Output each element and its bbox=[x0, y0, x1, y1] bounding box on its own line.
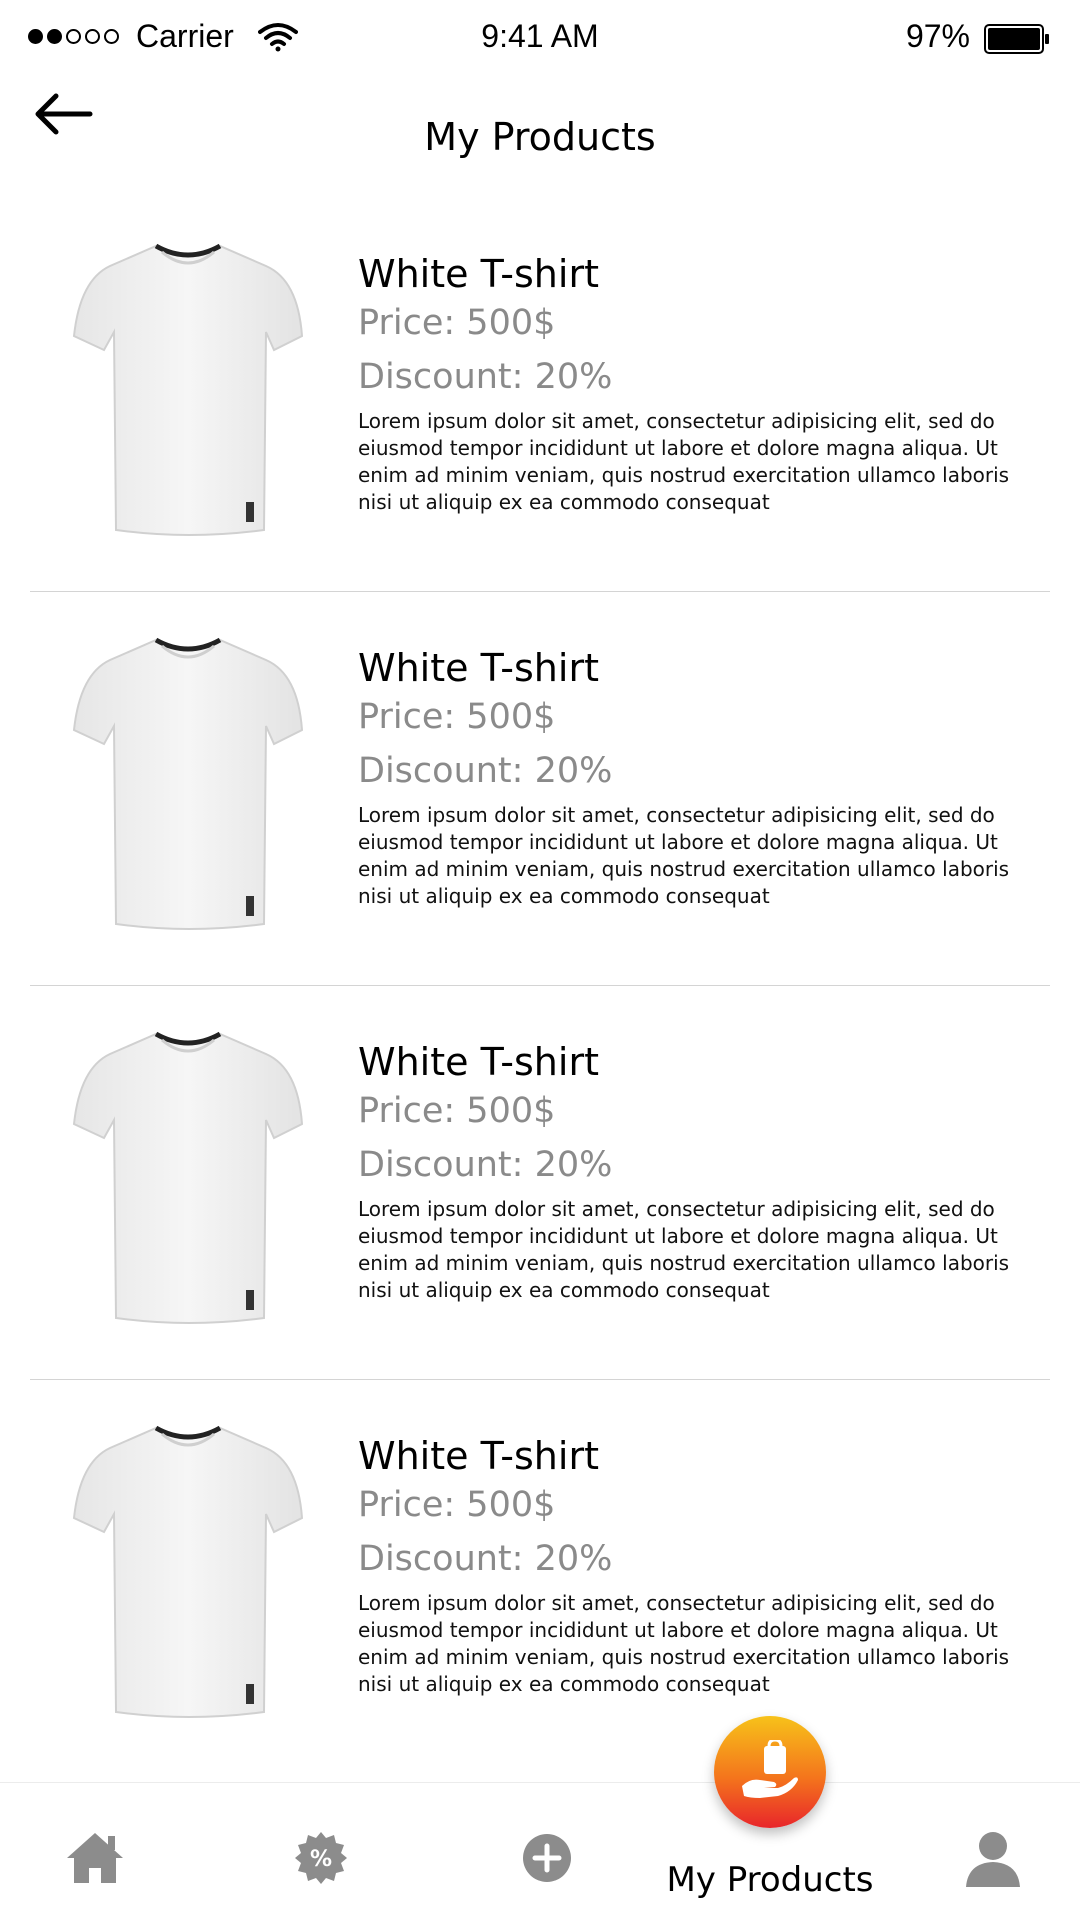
product-discount: Discount: 20% bbox=[358, 1145, 613, 1185]
page-title: My Products bbox=[424, 115, 656, 160]
product-name: White T-shirt bbox=[358, 646, 599, 690]
product-discount: Discount: 20% bbox=[358, 751, 613, 791]
product-list-item[interactable] bbox=[30, 594, 1050, 986]
status-bar bbox=[0, 0, 1080, 76]
product-discount: Discount: 20% bbox=[358, 357, 613, 397]
status-time: 9:41 AM bbox=[481, 18, 599, 54]
product-info bbox=[358, 1040, 1038, 1304]
carrier-label: Carrier bbox=[136, 18, 234, 54]
nav-bar bbox=[0, 76, 1080, 160]
product-list-item[interactable] bbox=[30, 988, 1050, 1380]
tshirt-icon bbox=[70, 240, 306, 540]
product-info bbox=[358, 252, 1038, 516]
product-price: Price: 500$ bbox=[358, 1485, 556, 1525]
svg-text:%: % bbox=[309, 1847, 333, 1872]
product-name: White T-shirt bbox=[358, 252, 599, 296]
tab-add[interactable] bbox=[512, 1823, 582, 1893]
tshirt-icon bbox=[70, 634, 306, 934]
user-icon bbox=[964, 1829, 1022, 1887]
discount-badge-icon bbox=[293, 1830, 349, 1886]
tab-my-products[interactable] bbox=[714, 1716, 826, 1828]
tab-deals[interactable] bbox=[286, 1823, 356, 1893]
tshirt-icon bbox=[70, 1422, 306, 1722]
battery-percentage: 97% bbox=[905, 18, 970, 54]
product-list-item[interactable] bbox=[30, 200, 1050, 592]
hand-bag-icon bbox=[738, 1740, 802, 1804]
product-list-item[interactable] bbox=[30, 1382, 1050, 1774]
product-description: Lorem ipsum dolor sit amet, consectetur adipisicing elit, sed do eiusmod tempor incididunt ut labore et dolore magna aliqua. Ut enim ad minim veniam, quis nostrud exercitation ullamco laboris nisi ut aliquip ex ea commodo consequat bbox=[358, 1197, 1010, 1302]
tab-my-products-label[interactable]: My Products bbox=[666, 1860, 874, 1900]
tshirt-icon bbox=[70, 1028, 306, 1328]
product-info bbox=[358, 646, 1038, 910]
product-discount: Discount: 20% bbox=[358, 1539, 613, 1579]
product-list bbox=[30, 200, 1050, 1774]
plus-circle-icon bbox=[522, 1833, 572, 1883]
home-icon bbox=[64, 1830, 126, 1886]
product-info bbox=[358, 1434, 1038, 1698]
product-price: Price: 500$ bbox=[358, 303, 556, 343]
tab-home[interactable] bbox=[60, 1823, 130, 1893]
product-description: Lorem ipsum dolor sit amet, consectetur adipisicing elit, sed do eiusmod tempor incididunt ut labore et dolore magna aliqua. Ut enim ad minim veniam, quis nostrud exercitation ullamco laboris nisi ut aliquip ex ea commodo consequat bbox=[358, 803, 1010, 908]
product-description: Lorem ipsum dolor sit amet, consectetur adipisicing elit, sed do eiusmod tempor incididunt ut labore et dolore magna aliqua. Ut enim ad minim veniam, quis nostrud exercitation ullamco laboris nisi ut aliquip ex ea commodo consequat bbox=[358, 409, 1010, 514]
tab-profile[interactable] bbox=[958, 1823, 1028, 1893]
product-price: Price: 500$ bbox=[358, 1091, 556, 1131]
product-name: White T-shirt bbox=[358, 1040, 599, 1084]
product-price: Price: 500$ bbox=[358, 697, 556, 737]
battery-icon bbox=[984, 24, 1050, 54]
product-name: White T-shirt bbox=[358, 1434, 599, 1478]
bottom-tab-bar bbox=[0, 1782, 1080, 1920]
product-description: Lorem ipsum dolor sit amet, consectetur adipisicing elit, sed do eiusmod tempor incididunt ut labore et dolore magna aliqua. Ut enim ad minim veniam, quis nostrud exercitation ullamco laboris nisi ut aliquip ex ea commodo consequat bbox=[358, 1591, 1010, 1696]
